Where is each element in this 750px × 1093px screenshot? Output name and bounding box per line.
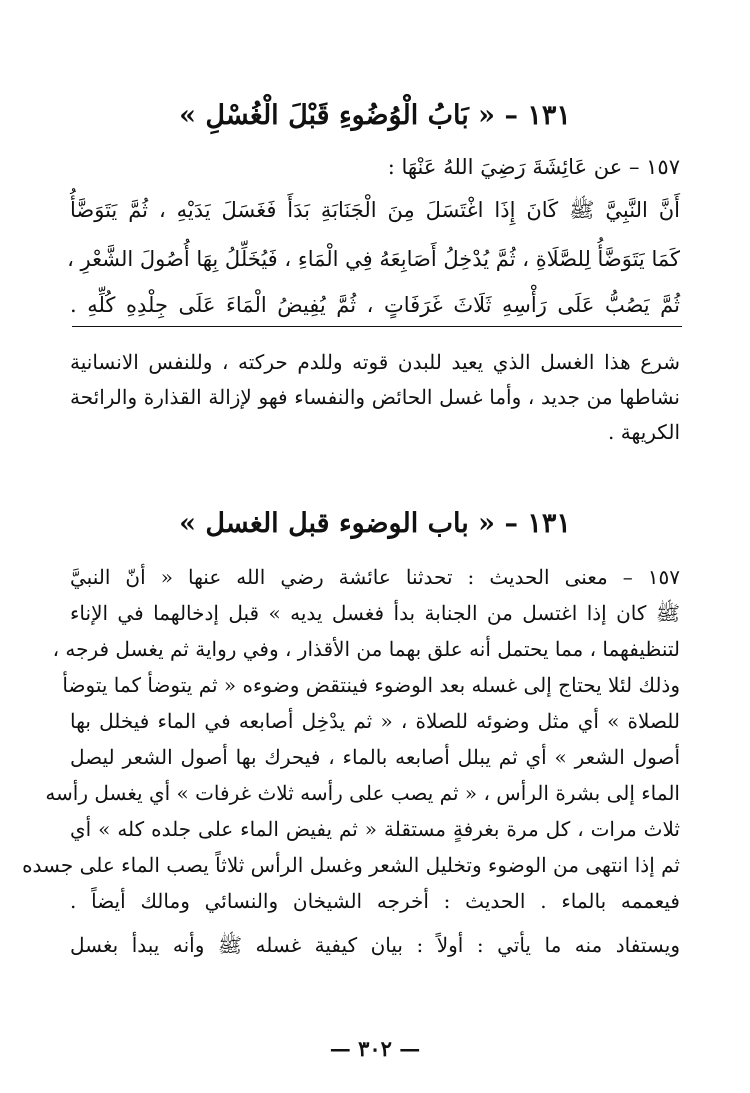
commentary-line: أصول الشعر » أي ثم يبلل أصابعه بالماء ، فيحرك بها أصول الشعر ليصل (70, 745, 680, 769)
note-line: الكريهة . (608, 420, 680, 444)
commentary-line: ١٥٧ – معنى الحديث : تحدثنا عائشة رضي الله عنها « أنّ النبيَّ (70, 565, 680, 589)
commentary-line: ويستفاد منه ما يأتي : أولاً : بيان كيفية غسله ﷺ وأنه يبدأ بغسل (70, 933, 680, 957)
note-line: شرع هذا الغسل الذي يعيد للبدن قوته وللدم حركته ، وللنفس الانسانية (70, 350, 680, 374)
hadith-line: أَنَّ النَّبِيَّ ﷺ كَانَ إِذَا اغْتَسَلَ مِنَ الْجَنَابَةِ بَدَأَ فَغَسَلَ يَدَيْهِ ، ثُمَّ يَتَوَضَّأُ (70, 198, 680, 222)
hadith-narrator-line: ١٥٧ – عن عَائِشَةَ رَضِيَ اللهُ عَنْهَا : (387, 155, 680, 179)
hadith-line: كَمَا يَتَوَضَّأُ لِلصَّلَاةِ ، ثُمَّ يُدْخِلُ أَصَابِعَهُ فِي الْمَاءِ ، فَيُخَلِّلُ بِهَا أُصُولَ الشَّعْرِ ، (67, 247, 680, 271)
chapter-title: ١٣١ – « بَابُ الْوُضُوءِ قَبْلَ الْغُسْلِ » (179, 100, 571, 131)
note-line: نشاطها من جديد ، وأما غسل الحائض والنفساء فهو لإزالة القذارة والرائحة (70, 385, 680, 409)
commentary-line: لتنظيفهما ، مما يحتمل أنه علق بهما من الأقذار ، وفي رواية ثم يغسل فرجه ، (52, 637, 680, 661)
commentary-title: ١٣١ – « باب الوضوء قبل الغسل » (179, 508, 571, 539)
commentary-line: وذلك لئلا يحتاج إلى غسله بعد الوضوء فينتقض وضوءه « ثم يتوضأ كما يتوضأ (62, 673, 680, 697)
divider-rule (72, 326, 682, 327)
page-number: — ٣٠٢ — (329, 1036, 421, 1061)
commentary-line: ثلاث مرات ، كل مرة بغرفةٍ مستقلة « ثم يفيض الماء على جلده كله » أي (70, 817, 680, 841)
commentary-line: ﷺ كان إذا اغتسل من الجنابة بدأ فغسل يديه » قبل إدخالهما في الإناء (70, 601, 680, 625)
commentary-line: الماء إلى بشرة الرأس ، « ثم يصب على رأسه ثلاث غرفات » أي يغسل رأسه (45, 781, 680, 805)
commentary-line: للصلاة » أي مثل وضوئه للصلاة ، « ثم يدْخِل أصابعه في الماء فيخلل بها (70, 709, 680, 733)
hadith-line: ثُمَّ يَصُبُّ عَلَى رَأْسِهِ ثَلَاثَ غَرَفَاتٍ ، ثُمَّ يُفِيضُ الْمَاءَ عَلَى جِلْدِهِ كُلِّهِ . (70, 293, 680, 317)
commentary-line: ثم إذا انتهى من الوضوء وتخليل الشعر وغسل الرأس ثلاثاً يصب الماء على جسده (22, 853, 680, 877)
commentary-line: فيعممه بالماء . الحديث : أخرجه الشيخان والنسائي ومالك أيضاً . (70, 889, 680, 913)
